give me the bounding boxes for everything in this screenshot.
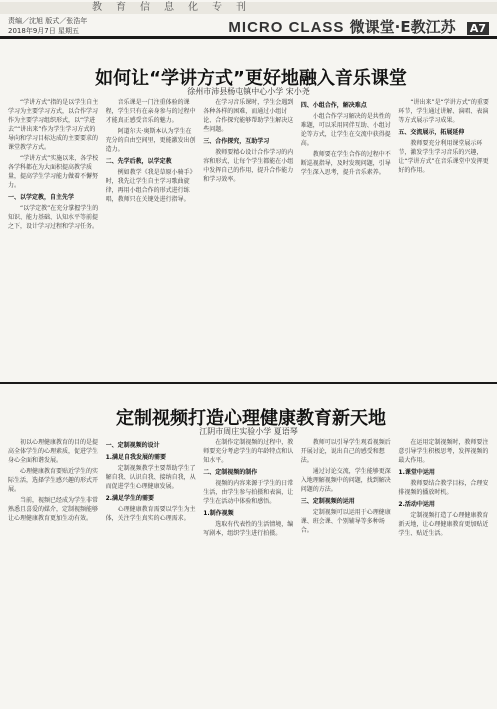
section-heading: 2.满足学生的需要	[105, 495, 155, 502]
article-2-byline: 江阴市周庄实验小学 夏语琴	[199, 427, 298, 436]
masthead	[228, 16, 489, 37]
article-2-column: 初以心理健康教育的目的是提高全体学生的心理素质，促进学生身心全面和谐发展。 心理健康教育要贴近学生的实际生活，选择学生感兴趣的形式开展。 当前，视频已经成为学生非常熟悉且喜爱的媒介，定制视频能够让心理健康教育更加生动有效。	[8, 439, 99, 522]
masthead-en: MICRO CLASS	[228, 19, 345, 36]
article-1-column: “讲出来”是“学讲方式”的重要环节，学生通过讲解、演唱、表演等方式展示学习成果。 五、交流展示，拓展延伸 教师要充分利用课堂展示环节，激发学生学习音乐的兴趣，让“学讲方式”在音乐课堂中发挥更好的作用。	[398, 99, 489, 174]
article-1-column: 四、小组合作，解决难点 小组合作学习解决的是共性的难题，可以采用同伴互助、小组讨论等方式，让学生在交流中获得提高。 教师要在学生合作的过程中不断巡视指导，及时发现问题，引导学生深入思考，提升音乐素养。	[300, 102, 391, 176]
section-heading: 三、定制视频的运用	[300, 498, 355, 505]
article-1-title: 如何让“学讲方式”更好地融入音乐课堂	[95, 68, 407, 89]
page-number: A7	[467, 22, 489, 35]
article-2-title: 定制视频打造心理健康教育新天地	[116, 408, 386, 429]
section-heading: 一、以学定教，自主先学	[8, 194, 75, 201]
article-1-body	[8, 98, 490, 378]
edition-info	[8, 16, 87, 36]
article-1-column: “学讲方式”指的是以学生自主学习为主要学习方式，以合作学习作为主要学习组织形式，以“学进去”“讲出来”作为学生学习方式的导向和学习目标达成的主要要求的课堂教学方式。 “学讲方式”实施以来，各学校各学科都在为大面积提高教学质量，提高学生学习能力做着不懈努力。 一、以学定教，自主先学 “以学定教”在充分掌握学生的知识、能力基础、认知水平等前提之下，设计学习过程和学习任务。	[8, 99, 99, 230]
section-band: 教育信息化专刊	[92, 2, 260, 13]
section-heading: 二、先学后教，以学定教	[105, 158, 172, 165]
section-heading: 1.满足自我发展的需要	[105, 454, 167, 461]
article-1-column: 在学习音乐课时，学生会遇到各种各样的困难，而通过小组讨论、合作探究能够帮助学生解决这些问题。 三、合作探究，互助学习 教师要精心设计合作学习的内容和形式，让每个学生都能在小组中发挥自己的作用，提升合作能力和学习效率。	[203, 99, 294, 183]
article-2-column: 在运用定制视频时，教师要注意引导学生积极思考，发挥视频的最大作用。 1.课堂中运用 教师要结合教学目标，合理安排视频的播放时机。 2.活动中运用 定制视频打造了心理健康教育新天地，让心理健康教育更加贴近学生、贴近生活。	[398, 439, 489, 537]
article-divider	[0, 382, 497, 384]
section-heading: 2.活动中运用	[398, 501, 435, 508]
date-line: 2018年9月7日 星期五	[8, 27, 79, 35]
section-heading: 一、定制视频的设计	[105, 442, 160, 449]
section-heading: 三、合作探究，互助学习	[203, 138, 270, 145]
section-heading: 1.制作视频	[203, 510, 234, 517]
header-rule	[0, 36, 497, 39]
section-heading: 四、小组合作，解决难点	[300, 102, 367, 109]
section-heading: 二、定制视频的制作	[203, 469, 258, 476]
article-2-column: 一、定制视频的设计 1.满足自我发展的需要 定制视频教学主要帮助学生了解自我、认识自我、接纳自我，从而促进学生心理健康发展。 2.满足学生的需要 心理健康教育需要以学生为主体，关注学生真实的心理需求。	[105, 442, 196, 522]
article-1-column: 音乐课是一门注重体验的课程，学生只有在亲身参与的过程中才能真正感受音乐的魅力。 阿道尔夫·奥斯本认为学生在充分的自由空间里，更能激发出创造力。 二、先学后教，以学定教 例如教学《我是草原小骑手》时，我先让学生自主学习歌曲旋律，再用小组合作的形式进行练唱，教师只在关键处进行指导。	[105, 99, 196, 203]
section-heading: 五、交流展示，拓展延伸	[398, 129, 465, 136]
editor-line: 责编／沈旭 版式／张浩年	[8, 17, 88, 25]
article-1-byline: 徐州市沛县杨屯镇中心小学 宋小尧	[187, 87, 310, 96]
article-2-column: 在制作定制视频的过程中，教师要充分考虑学生的年龄特点和认知水平。 二、定制视频的制作 视频的内容来源于学生的日常生活，由学生参与拍摄和表演，让学生在活动中体验和感悟。 1.制作视频 选取有代表性的生活情境，编写剧本，组织学生进行拍摄。	[203, 439, 294, 537]
article-2-body	[8, 438, 490, 704]
masthead-cn: 微课堂·E教江苏	[349, 18, 456, 36]
article-2-column: 教师可以引导学生观看视频后开展讨论，说出自己的感受和想法。 通过讨论交流，学生能够更深入地理解视频中的问题，找到解决问题的方法。 三、定制视频的运用 定制视频可以运用于心理健康课、班会课、个别辅导等多种场合。	[300, 439, 391, 534]
section-heading: 1.课堂中运用	[398, 469, 435, 476]
page-header	[0, 0, 497, 40]
